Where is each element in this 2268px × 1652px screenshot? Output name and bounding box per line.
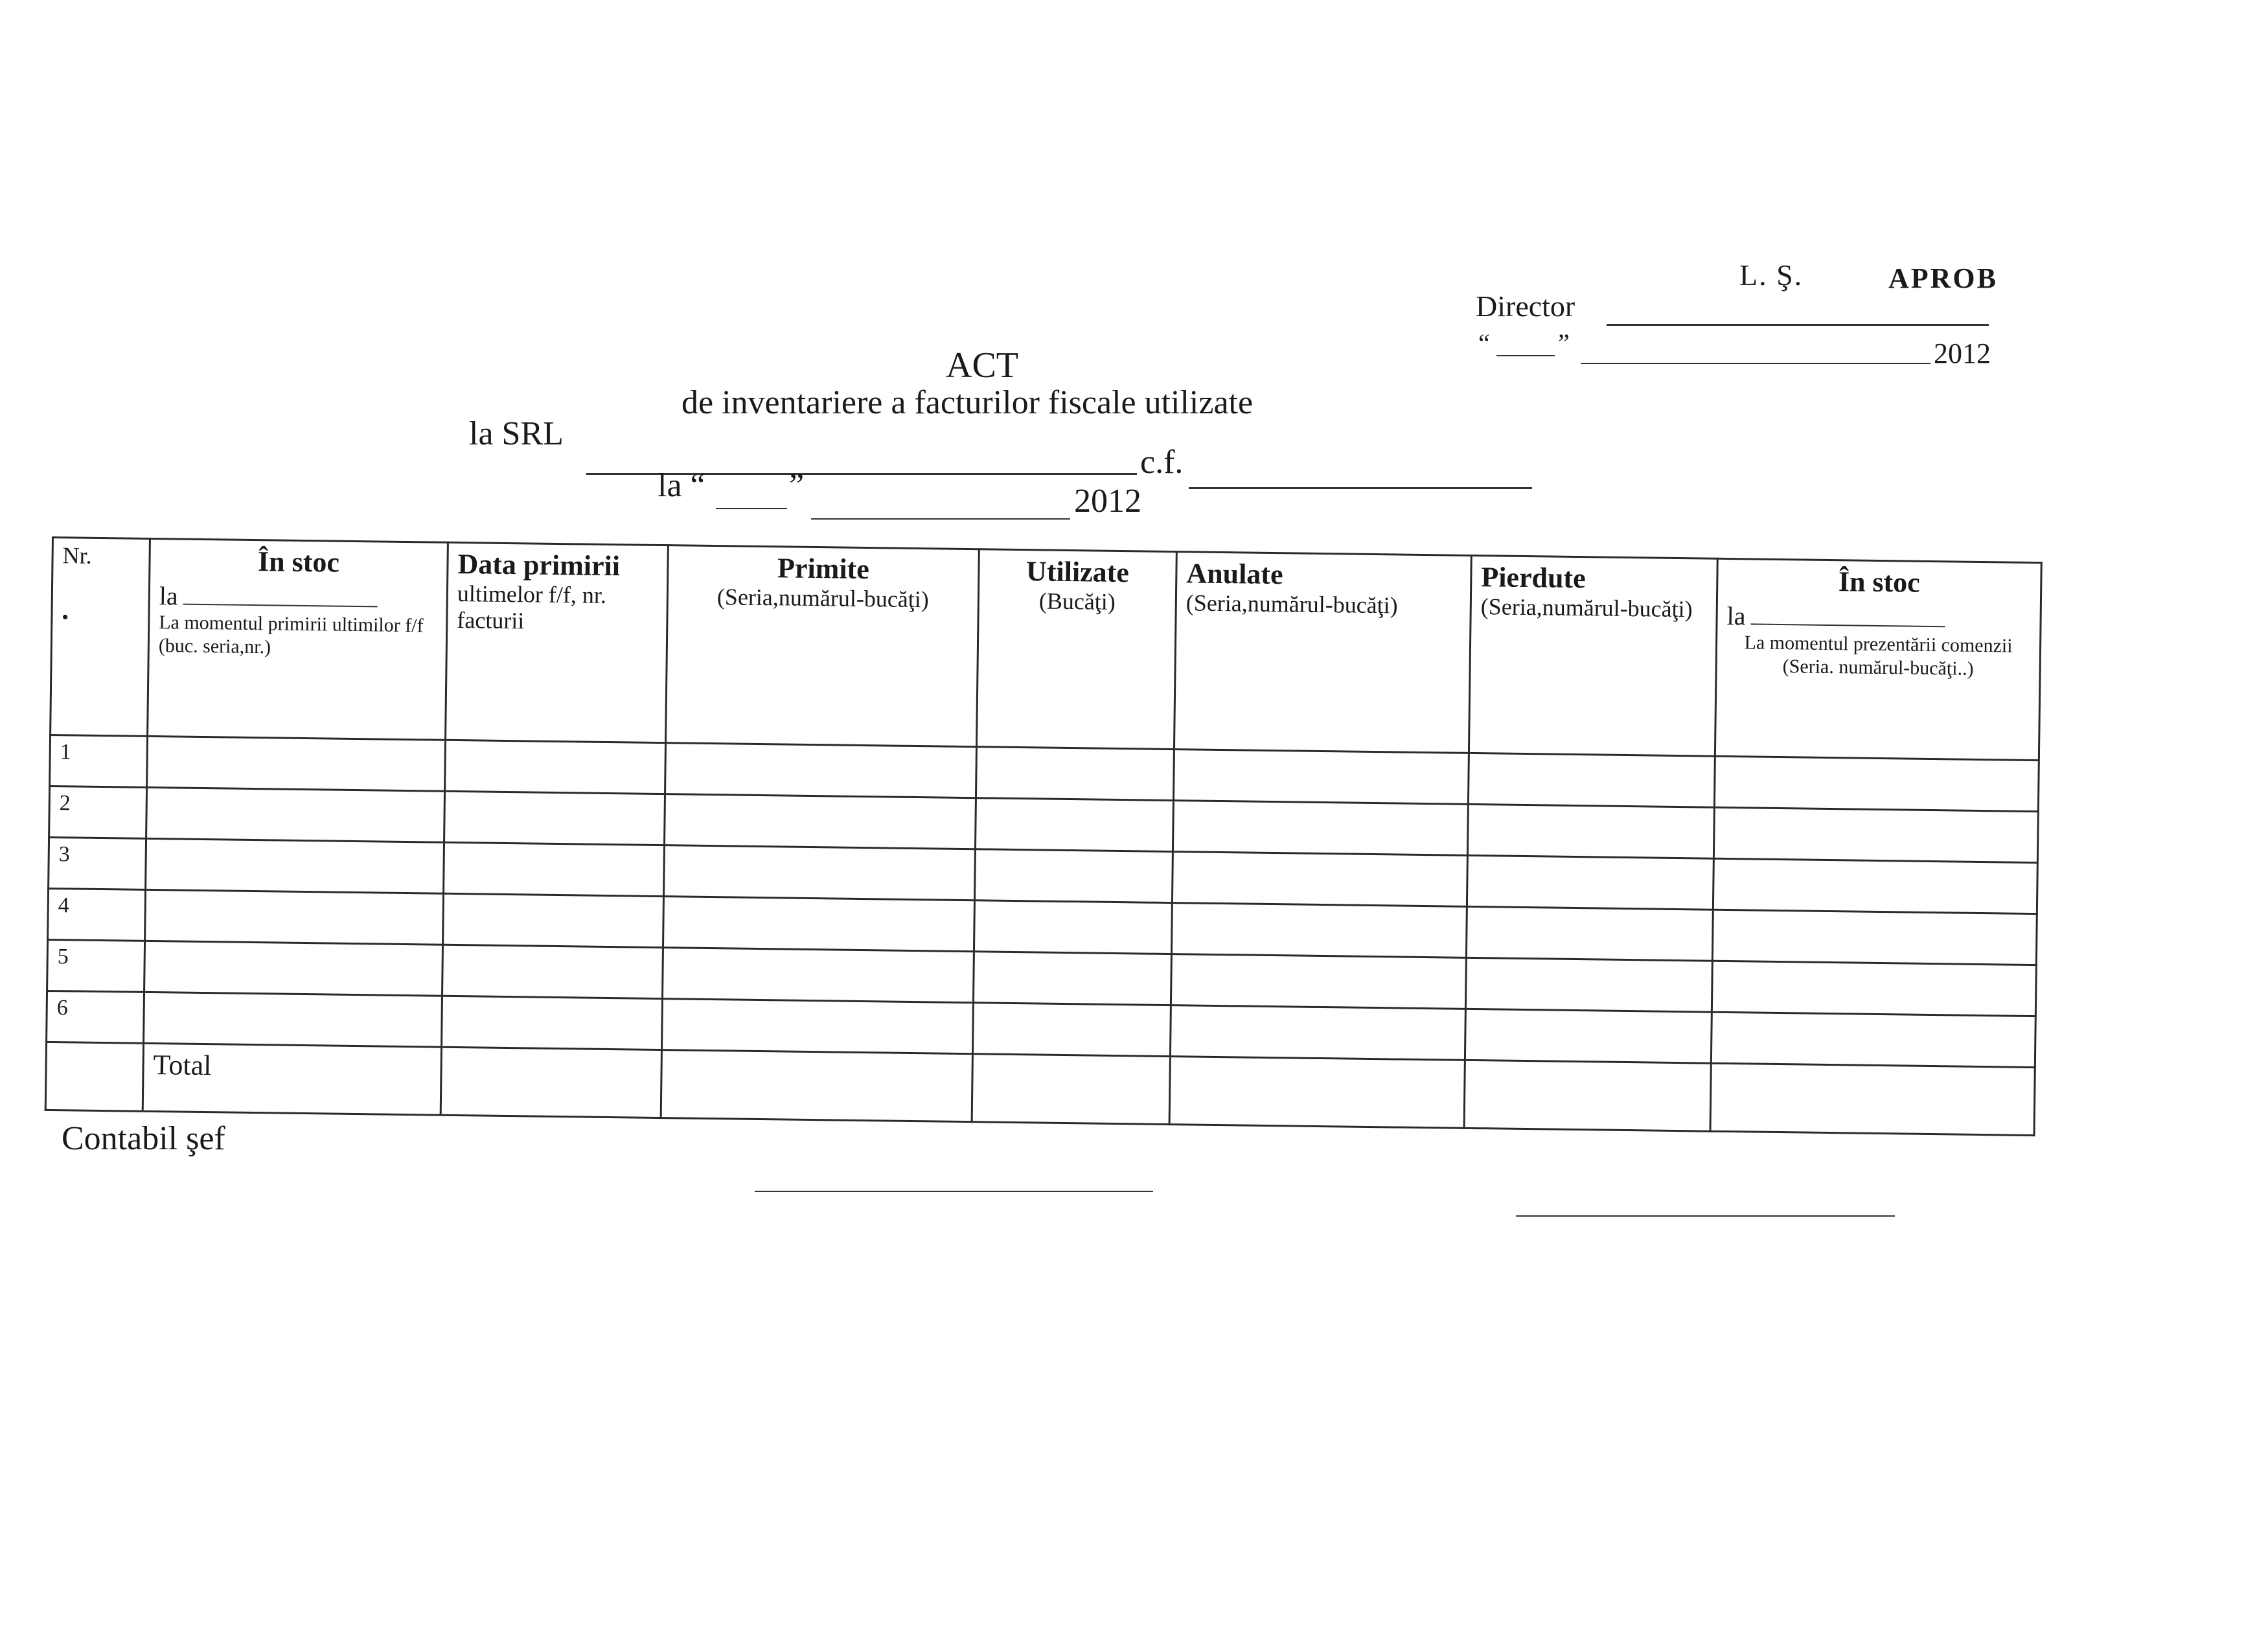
- cell-stock-start[interactable]: [147, 736, 446, 791]
- cell-used[interactable]: [976, 747, 1174, 801]
- total-lost[interactable]: [1464, 1060, 1711, 1131]
- header-used-desc: (Bucăţi): [1038, 588, 1116, 615]
- header-lost: [1469, 555, 1717, 756]
- header-nr-label: Nr.: [62, 542, 92, 569]
- cell-stock-start[interactable]: [146, 787, 445, 842]
- cell-lost[interactable]: [1466, 906, 1713, 961]
- cell-stock-end[interactable]: [1712, 961, 2036, 1016]
- cell-date-received[interactable]: [444, 842, 665, 896]
- cell-received[interactable]: [665, 794, 976, 849]
- cell-cancelled[interactable]: [1172, 852, 1467, 907]
- total-cancelled[interactable]: [1169, 1057, 1465, 1129]
- header-used: [976, 549, 1176, 750]
- cell-stock-start[interactable]: [144, 941, 443, 996]
- cell-used[interactable]: [974, 901, 1172, 954]
- table-header-row: [51, 538, 2042, 761]
- cell-date-received[interactable]: [445, 740, 666, 794]
- cell-cancelled[interactable]: [1173, 750, 1469, 805]
- row-number: 4: [48, 888, 146, 941]
- cell-stock-start[interactable]: [146, 838, 444, 893]
- row-number: 1: [50, 735, 148, 787]
- cell-used[interactable]: [972, 1003, 1171, 1057]
- act-title: ACT: [946, 345, 1018, 385]
- cell-stock-end[interactable]: [1711, 1012, 2035, 1067]
- total-date-received[interactable]: [441, 1047, 661, 1118]
- director-signature-line[interactable]: [1607, 324, 1989, 326]
- company-label: la SRL: [469, 415, 564, 452]
- chief-accountant-label: Contabil şef: [62, 1120, 225, 1157]
- header-received: [666, 545, 979, 747]
- header-stock-end-desc2: (Seria. numărul-bucăţi..): [1782, 656, 1974, 680]
- cell-received[interactable]: [665, 743, 977, 798]
- header-date-received-title: Data primirii: [457, 547, 621, 582]
- act-date-label: la “: [658, 467, 705, 504]
- act-year: 2012: [1074, 483, 1141, 520]
- header-stock-end: [1715, 558, 2041, 760]
- cell-stock-end[interactable]: [1713, 807, 2038, 862]
- cell-date-received[interactable]: [442, 996, 663, 1050]
- cell-used[interactable]: [974, 849, 1173, 903]
- cell-used[interactable]: [975, 798, 1173, 852]
- total-label: Total: [143, 1043, 441, 1115]
- fiscal-code-line[interactable]: [1189, 487, 1532, 489]
- approval-quote-open: “: [1478, 328, 1490, 358]
- cell-lost[interactable]: [1468, 753, 1715, 807]
- header-stock-end-title: În stoc: [1838, 566, 1921, 599]
- cell-received[interactable]: [663, 897, 974, 952]
- header-nr: [51, 538, 150, 737]
- header-received-title: Primite: [777, 552, 870, 586]
- approval-month-line[interactable]: [1581, 363, 1930, 364]
- total-received[interactable]: [661, 1050, 972, 1122]
- stock-end-la-label: la: [1726, 601, 1746, 631]
- header-lost-title: Pierdute: [1481, 561, 1586, 595]
- act-subtitle: de inventariere a facturilor fiscale utilizate: [682, 384, 1254, 421]
- total-stock-end[interactable]: [1710, 1063, 2035, 1135]
- row-number: 3: [49, 837, 146, 889]
- header-stock-end-la: [1726, 601, 2031, 635]
- row-number: 6: [47, 991, 144, 1043]
- approval-day-line[interactable]: [1496, 355, 1555, 356]
- act-day-line[interactable]: [716, 508, 787, 509]
- act-month-line[interactable]: [811, 518, 1070, 520]
- stock-start-date-line[interactable]: [183, 584, 378, 608]
- cell-used[interactable]: [973, 952, 1171, 1005]
- approve-label: APROB: [1888, 262, 1998, 294]
- cell-date-received[interactable]: [442, 945, 663, 998]
- header-nr-bullet: •: [62, 606, 69, 628]
- header-stock-start-desc: La momentul primirii ultimilor f/f (buc. seria,nr.): [158, 612, 424, 658]
- header-cancelled: [1174, 552, 1471, 753]
- cell-lost[interactable]: [1465, 1009, 1712, 1063]
- header-stock-start-title: În stoc: [257, 545, 340, 579]
- total-used[interactable]: [972, 1054, 1170, 1125]
- cell-lost[interactable]: [1465, 958, 1712, 1012]
- approval-year: 2012: [1934, 338, 1991, 369]
- header-date-received-desc: ultimelor f/f, nr. facturii: [457, 580, 607, 634]
- approval-quote-close: ”: [1558, 328, 1570, 358]
- header-cancelled-desc: (Seria,numărul-bucăţi): [1186, 590, 1398, 619]
- header-date-received: [446, 542, 669, 742]
- inventory-table: [45, 536, 2043, 1136]
- cell-cancelled[interactable]: [1171, 954, 1466, 1009]
- second-signature-line[interactable]: [1516, 1215, 1895, 1217]
- cell-stock-end[interactable]: [1714, 756, 2039, 811]
- cell-lost[interactable]: [1467, 855, 1713, 910]
- cell-stock-start[interactable]: [144, 992, 442, 1047]
- cell-stock-end[interactable]: [1713, 858, 2037, 913]
- cell-lost[interactable]: [1467, 804, 1714, 858]
- cell-received[interactable]: [662, 948, 974, 1003]
- stamp-placeholder: L. Ş.: [1739, 258, 1804, 292]
- cell-cancelled[interactable]: [1170, 1005, 1465, 1061]
- cell-date-received[interactable]: [444, 791, 665, 845]
- fiscal-code-label: c.f.: [1140, 444, 1184, 481]
- header-cancelled-title: Anulate: [1186, 557, 1283, 591]
- director-label: Director: [1476, 290, 1575, 323]
- cell-cancelled[interactable]: [1171, 903, 1467, 958]
- header-stock-start-la: [159, 580, 438, 614]
- total-row-number: [45, 1042, 143, 1111]
- row-number: 5: [47, 939, 145, 992]
- row-number: 2: [49, 786, 147, 838]
- cell-received[interactable]: [663, 845, 975, 901]
- cell-stock-end[interactable]: [1712, 910, 2037, 965]
- header-stock-start: [148, 538, 448, 740]
- header-lost-desc: (Seria,numărul-bucăţi): [1480, 593, 1693, 623]
- act-date-quote-close: ”: [789, 467, 805, 504]
- stock-end-date-line[interactable]: [1750, 604, 1945, 627]
- header-used-title: Utilizate: [1025, 555, 1130, 589]
- stock-start-la-label: la: [159, 581, 179, 611]
- cell-stock-start[interactable]: [145, 889, 444, 945]
- header-received-desc: (Seria,numărul-bucăţi): [716, 584, 930, 613]
- cell-date-received[interactable]: [443, 893, 664, 947]
- chief-accountant-signature-line[interactable]: [755, 1191, 1153, 1192]
- header-stock-end-desc: La momentul prezentării comenzii: [1744, 632, 2013, 657]
- cell-received[interactable]: [661, 999, 973, 1054]
- inventory-table-wrapper: [45, 536, 2043, 1136]
- cell-cancelled[interactable]: [1173, 801, 1468, 856]
